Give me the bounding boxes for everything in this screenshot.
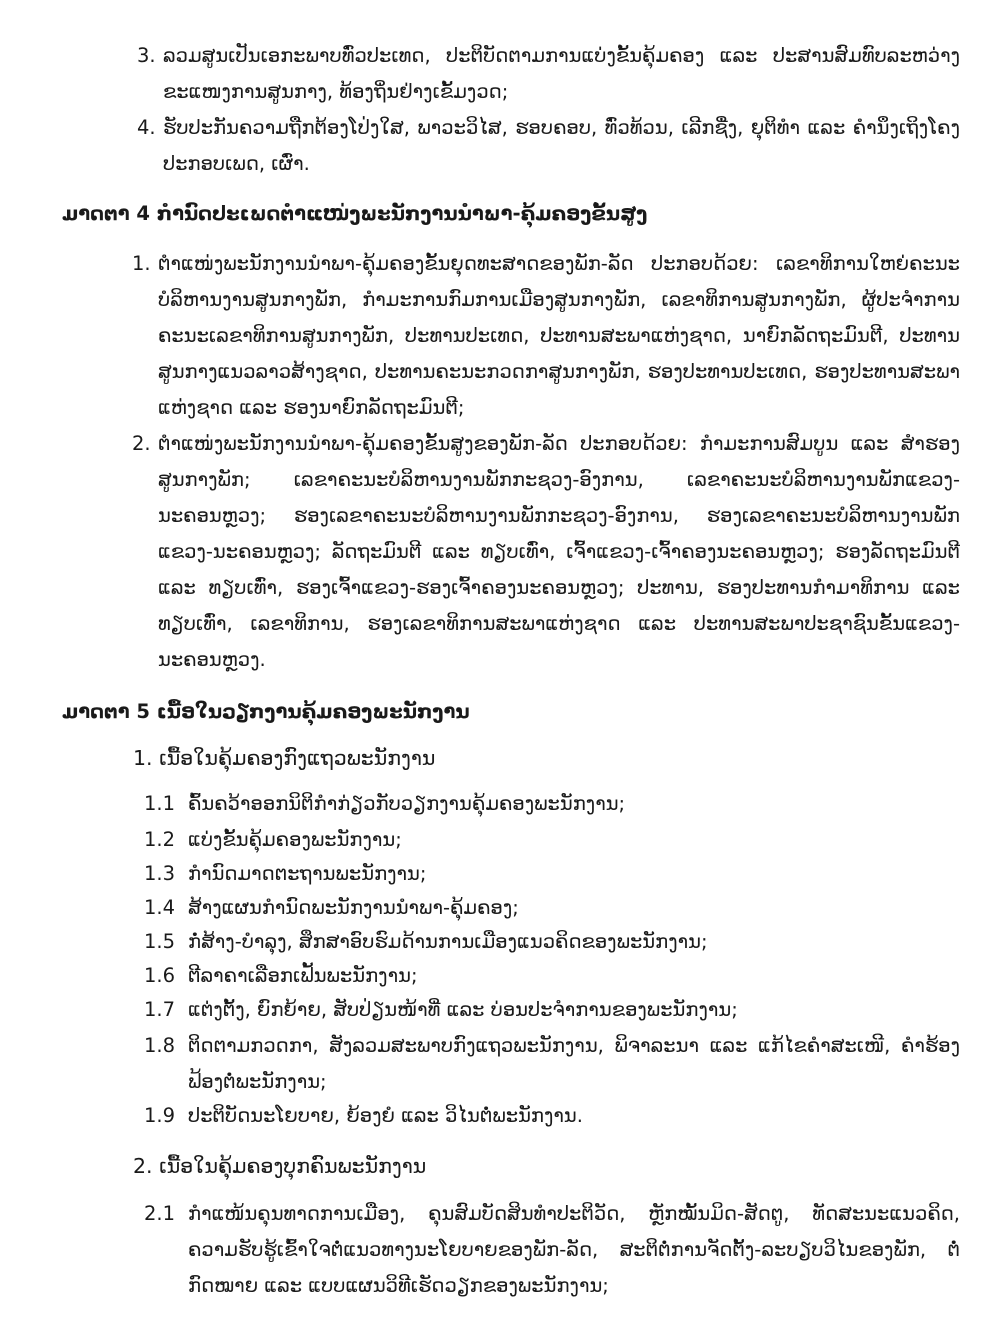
list-item-text: ສ້າງແຜນກຳນົດພະນັກງານນຳພາ-ຄຸ້ມຄອງ; [188,896,519,919]
section-1-item-1-2 [144,822,960,858]
list-item-text: ກຳແໜ້ນຄຸນທາດການເມືອງ, ຄຸນສົມບັດສິນທຳປະຕິວັດ, ຫຼັກໝັ້ນມິດ-ສັດຕູ, ທັດສະນະແນວຄິດ, ຄວາມຮັບຮູ້ເຂົ້າໃຈຕໍ່ແນວທາງນະໂຍບາຍຂອງພັກ-ລັດ, ສະຕິຕໍ່ການຈັດຕັ້ງ-ລະບຽບວິໄນຂອງພັກ, ຕໍ່ກົດໝາຍ ແລະ ແບບແຜນວິທີເຮັດວຽກຂອງພະນັກງານ; [188,1202,960,1297]
list-item-number: 1.6 [144,964,176,987]
list-item-text: ຕິດຕາມກວດກາ, ສັງລວມສະພາບກົງແຖວພະນັກງານ, ພິຈາລະນາ ແລະ ແກ້ໄຂຄຳສະເໜີ, ຄຳຮ້ອງຟ້ອງຕໍ່ພະນັກງານ; [188,1034,960,1093]
list-item-text: ກໍ່ສ້າງ-ບຳລຸງ, ສຶກສາອົບຮົມດ້ານການເມືອງແນວຄິດຂອງພະນັກງານ; [188,930,708,953]
list-item-number: 1.9 [144,1104,176,1127]
section-1-item-1-9 [144,1098,960,1134]
section-1-item-1-4 [144,890,960,926]
list-item-number: 1.1 [144,792,176,815]
list-item-number: 1.5 [144,930,176,953]
article-4-item-1 [132,246,960,426]
list-item-number: 4. [137,116,156,139]
section-1-item-1-5 [144,924,960,960]
article-5-heading: ມາດຕາ 5 ເນື້ອໃນວຽກງານຄຸ້ມຄອງພະນັກງານ [62,700,470,723]
list-item-number: 3. [137,44,156,67]
list-item-3 [137,38,960,110]
section-2-item-2-1 [144,1196,960,1304]
list-item-number: 1.3 [144,862,176,885]
list-item-text: ກຳນົດມາດຕະຖານພະນັກງານ; [188,862,427,885]
list-item-text: ແບ່ງຂັ້ນຄຸ້ມຄອງພະນັກງານ; [188,828,402,851]
list-item-number: 1.2 [144,828,176,851]
section-1-item-1-6 [144,958,960,994]
section-1-item-1-1 [144,786,960,822]
list-item-text: ແຕ່ງຕັ້ງ, ຍົກຍ້າຍ, ສັບປ່ຽນໜ້າທີ່ ແລະ ບ່ອນປະຈຳການຂອງພະນັກງານ; [188,998,738,1021]
list-item-text: ຕຳແໜ່ງພະນັກງານນຳພາ-ຄຸ້ມຄອງຂັ້ນສູງຂອງພັກ-ລັດ ປະກອບດ້ວຍ: ກຳມະການສົມບູນ ແລະ ສຳຮອງສູນກາງພັກ; ເລຂາຄະນະບໍລິຫານງານພັກກະຊວງ-ອົງການ, ເລຂາຄະນະບໍລິຫານງານພັກແຂວງ-ນະຄອນຫຼວງ; ຮອງເລຂາຄະນະບໍລິຫານງານພັກກະຊວງ-ອົງການ, ຮອງເລຂາຄະນະບໍລິຫານງານພັກແຂວງ-ນະຄອນຫຼວງ; ລັດຖະມົນຕີ ແລະ ທຽບເທົ່າ, ເຈົ້າແຂວງ-ເຈົ້າຄອງນະຄອນຫຼວງ; ຮອງລັດຖະມົນຕີ ແລະ ທຽບເທົ່າ, ຮອງເຈົ້າແຂວງ-ຮອງເຈົ້າຄອງນະຄອນຫຼວງ; ປະທານ, ຮອງປະທານກຳມາທິການ ແລະ ທຽບເທົ່າ, ເລຂາທິການ, ຮອງເລຂາທິການສະພາແຫ່ງຊາດ ແລະ ປະທານສະພາປະຊາຊົນຂັ້ນແຂວງ-ນະຄອນຫຼວງ. [158,432,960,671]
section-1-item-1-8 [144,1028,960,1100]
section-1-title: 1. ເນື້ອໃນຄຸ້ມຄອງກົງແຖວພະນັກງານ [133,746,436,770]
list-item-text: ຮັບປະກັນຄວາມຖືກຕ້ອງໂປ່ງໃສ, ພາວະວິໄສ, ຮອບຄອບ, ທົ່ວທ້ວນ, ເລີກຊື່ງ, ຍຸຕິທຳ ແລະ ຄຳນຶງເຖິງໂຄງປະກອບເພດ, ເຜົ່າ. [163,116,960,175]
article-4-item-2 [132,426,960,678]
list-item-text: ລວມສູນເປັນເອກະພາບທົ່ວປະເທດ, ປະຕິບັດຕາມການແບ່ງຂັ້ນຄຸ້ມຄອງ ແລະ ປະສານສົມທົບລະຫວ່າງຂະແໜງການສູນກາງ, ທ້ອງຖິ່ນຢ່າງເຂັ້ມງວດ; [163,44,960,103]
section-2-title: 2. ເນື້ອໃນຄຸ້ມຄອງບຸກຄົນພະນັກງານ [133,1154,427,1178]
list-item-text: ປະຕິບັດນະໂຍບາຍ, ຍ້ອງຍໍ ແລະ ວິໄນຕໍ່ພະນັກງານ. [188,1104,583,1127]
list-item-number: 1.7 [144,998,176,1021]
list-item-text: ຄົ້ນຄວ້າອອກນິຕິກຳກ່ຽວກັບວຽກງານຄຸ້ມຄອງພະນັກງານ; [188,792,626,815]
list-item-number: 2. [132,432,151,455]
section-1-item-1-7 [144,992,960,1028]
list-item-text: ຕີລາຄາເລືອກເຟັ້ນພະນັກງານ; [188,964,418,987]
section-1-item-1-3 [144,856,960,892]
list-item-number: 1. [132,252,151,275]
list-item-text: ຕຳແໜ່ງພະນັກງານນຳພາ-ຄຸ້ມຄອງຂັ້ນຍຸດທະສາດຂອງພັກ-ລັດ ປະກອບດ້ວຍ: ເລຂາທິການໃຫຍ່ຄະນະບໍລິຫານງານສູນກາງພັກ, ກຳມະການກົມການເມືອງສູນກາງພັກ, ເລຂາທິການສູນກາງພັກ, ຜູ້ປະຈຳການ ຄະນະເລຂາທິການສູນກາງພັກ, ປະທານປະເທດ, ປະທານສະພາແຫ່ງຊາດ, ນາຍົກລັດຖະມົນຕີ, ປະທານສູນກາງແນວລາວສ້າງຊາດ, ປະທານຄະນະກວດກາສູນກາງພັກ, ຮອງປະທານປະເທດ, ຮອງປະທານສະພາແຫ່ງຊາດ ແລະ ຮອງນາຍົກລັດຖະມົນຕີ; [158,252,960,419]
article-4-heading: ມາດຕາ 4 ກຳນົດປະເພດຕຳແໜ່ງພະນັກງານນຳພາ-ຄຸ້ມຄອງຂັ້ນສູງ [62,202,648,225]
list-item-number: 1.4 [144,896,176,919]
list-item-number: 2.1 [144,1202,176,1225]
list-item-number: 1.8 [144,1034,176,1057]
list-item-4 [137,110,960,182]
